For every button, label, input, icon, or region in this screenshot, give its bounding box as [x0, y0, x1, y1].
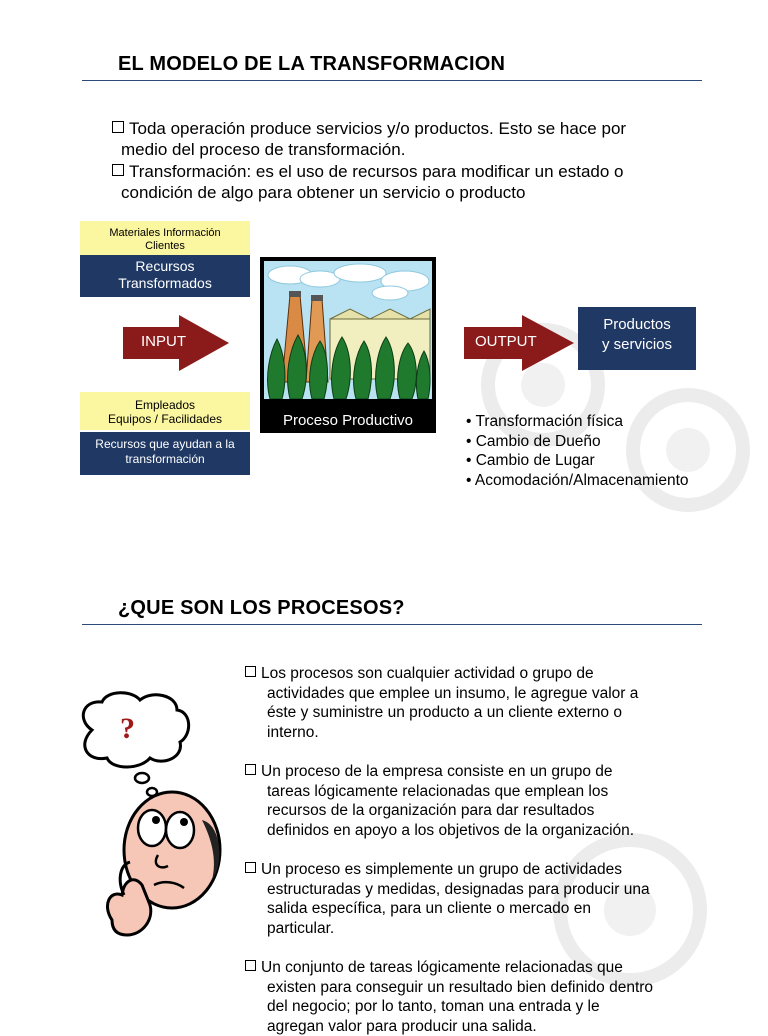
empleados-label-box: Empleados Equipos / Facilidades — [80, 392, 250, 430]
list-item: • Transformación física — [466, 413, 624, 430]
output-list — [466, 412, 766, 490]
process-label: Proceso Productivo — [282, 412, 414, 429]
output-label: OUTPUT — [475, 333, 537, 350]
thinking-man-icon — [72, 690, 242, 950]
section2-title: ¿QUE SON LOS PROCESOS? — [118, 597, 405, 619]
recursos-transformados-box: Recursos Transformados — [80, 255, 250, 297]
input-label: INPUT — [141, 333, 186, 350]
checkbox-bullet-icon — [245, 862, 256, 873]
checkbox-bullet-icon — [245, 960, 256, 971]
materials-label-box: Materiales Información Clientes — [80, 221, 250, 255]
list-item: • Cambio de Lugar — [466, 452, 595, 469]
title-underline — [82, 624, 702, 625]
section1-title: EL MODELO DE LA TRANSFORMACION — [118, 53, 506, 75]
checkbox-bullet-icon — [245, 666, 256, 677]
recursos-ayudan-box: Recursos que ayudan a la transformación — [80, 432, 250, 475]
process-paragraphs — [245, 664, 705, 1036]
paragraph-3: Un proceso es simplemente un grupo de actividades estructuradas y medidas, designadas para producir una salida específica, para un cliente o mercado en particular. — [245, 860, 705, 938]
productos-box: Productos y servicios — [578, 307, 696, 370]
intro-bullets — [112, 118, 732, 203]
factory-icon — [260, 257, 436, 433]
paragraph-4: Un conjunto de tareas lógicamente relacionadas que existen para conseguir un resultado bien definido dentro del negocio; por lo tanto, toman una entrada y le agregan valor para producir una salida. — [245, 958, 705, 1036]
checkbox-bullet-icon — [112, 121, 124, 133]
checkbox-bullet-icon — [245, 764, 256, 775]
paragraph-2: Un proceso de la empresa consiste en un grupo de tareas lógicamente relacionadas que emplean los recursos de la organización para dar resultados definidos en apoyo a los objetivos de la organización. — [245, 762, 705, 840]
title-underline — [82, 80, 702, 81]
bullet-2: Transformación: es el uso de recursos para modificar un estado o condición de algo para obtener un servicio o producto — [112, 161, 732, 203]
list-item: • Cambio de Dueño — [466, 432, 601, 450]
checkbox-bullet-icon — [112, 164, 124, 176]
paragraph-1: Los procesos son cualquier actividad o grupo de actividades que emplee un insumo, le agregue valor a éste y suministre un producto a un cliente externo o interno. — [245, 664, 705, 742]
bullet-1: Toda operación produce servicios y/o productos. Esto se hace por medio del proceso de transformación. — [112, 118, 732, 160]
question-mark: ? — [120, 712, 135, 745]
list-item: • Acomodación/Almacenamiento — [466, 471, 689, 489]
